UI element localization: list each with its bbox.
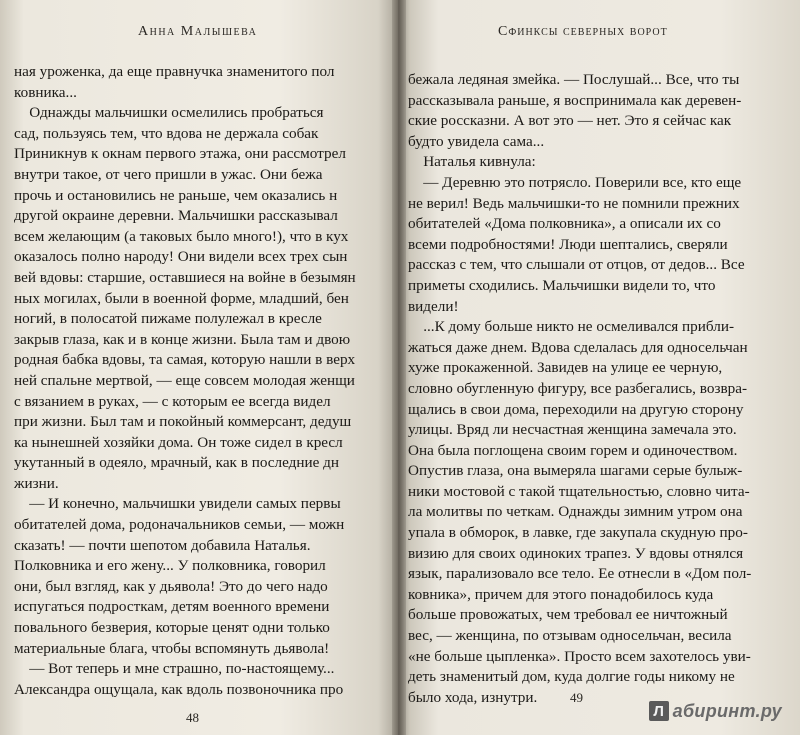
labirint-watermark bbox=[649, 699, 782, 723]
right-running-head: Сфинксы северных ворот bbox=[498, 24, 668, 39]
text-line: ники мостовой с такой тщательностью, словно чита- bbox=[408, 482, 750, 500]
text-line: с вязанием в руках, — с которым ее всегда видел bbox=[14, 392, 331, 410]
text-line: всеми подробностями! Люди шептались, сверяли bbox=[408, 235, 728, 253]
right-page bbox=[398, 0, 800, 735]
text-line: жаться даже днем. Вдова сделалась для односельчан bbox=[408, 338, 748, 356]
text-line: родная бабка вдовы, та самая, которую нашли в верх bbox=[14, 351, 356, 369]
text-line: повального безверия, которые ценят одни только bbox=[14, 619, 330, 637]
text-line: улицы. Вряд ли несчастная женщина замечала это. bbox=[408, 421, 737, 439]
text-line: Однажды мальчишки осмелились пробраться bbox=[14, 104, 324, 122]
text-line: вей вдовы: старшие, оставшиеся на войне в безымян bbox=[14, 268, 356, 286]
text-line: рассказ с тем, что слышали от отцов, от дедов... Все bbox=[408, 256, 745, 274]
right-page-number: 49 bbox=[570, 690, 583, 705]
text-line: деть знаменитый дом, куда долгие годы никому не bbox=[408, 668, 735, 686]
text-line: внутри такое, от чего пришли в ужас. Они бежа bbox=[14, 165, 323, 183]
text-line: Александра ощущала, как вдоль позвоночника про bbox=[14, 680, 344, 698]
text-line: язык, парализовало все тело. Ее отнесли в «Дом пол- bbox=[408, 565, 752, 583]
text-line: прочь и остановились не раньше, чем оказались н bbox=[14, 186, 338, 204]
text-line: ковника... bbox=[14, 83, 77, 101]
labirint-logo-icon: Л bbox=[649, 701, 669, 721]
left-page-text bbox=[14, 62, 398, 700]
left-page-number: 48 bbox=[186, 710, 199, 725]
text-line: словно обугленную фигуру, все разбегались, возвра- bbox=[408, 379, 748, 397]
labirint-watermark-text: абиринт.ру bbox=[672, 700, 782, 721]
text-line: обитателей дома, родоначальников семьи, — можн bbox=[14, 516, 345, 534]
text-line: Наталья кивнула: bbox=[408, 153, 536, 171]
right-page-text bbox=[408, 70, 774, 708]
text-line: было хода, изнутри. bbox=[408, 688, 538, 706]
text-line: больше провожатых, чем требовал ее ничтожный bbox=[408, 606, 728, 624]
text-line: материальные блага, чтобы вспомянуть дьявола! bbox=[14, 639, 330, 657]
text-line: всем желающим (а таковых было много!), что в кух bbox=[14, 227, 349, 245]
text-line: ...К дому больше никто не осмеливался прибли- bbox=[408, 318, 735, 336]
text-line: Она была поглощена своим горем и одиночеством. bbox=[408, 441, 738, 459]
text-line: ка нынешней хозяйки дома. Он тоже сидел в кресл bbox=[14, 433, 343, 451]
text-line: испугаться подросткам, детям военного времени bbox=[14, 598, 330, 616]
text-line: приметы сходились. Мальчишки видели то, что bbox=[408, 276, 716, 294]
text-line: закрыв глаза, как и в конце жизни. Была там и двою bbox=[14, 330, 351, 348]
text-line: будто увидела сама... bbox=[408, 132, 545, 150]
text-line: бежала ледяная змейка. — Послушай... Все, что ты bbox=[408, 71, 740, 88]
text-line: укутанный в одеяло, мрачный, как в последние дн bbox=[14, 454, 340, 472]
text-line: другой окраине деревни. Мальчишки рассказывал bbox=[14, 207, 338, 225]
text-line: ские россказни. А вот это — нет. Это я сейчас как bbox=[408, 112, 732, 130]
text-line: ных могилах, были в военной форме, младший, бен bbox=[14, 289, 349, 307]
text-line: Полковника и его жену... У полковника, говорил bbox=[14, 557, 326, 575]
text-line: ковника», причем для этого понадобилось куда bbox=[408, 585, 714, 603]
text-line: они, был взгляд, как у дьявола! Это до чего надо bbox=[14, 577, 328, 595]
text-line: жизни. bbox=[14, 474, 59, 492]
text-line: обитателей «Дома полковника», а описали их со bbox=[408, 215, 721, 233]
text-line: Приникнув к окнам первого этажа, они рассмотрел bbox=[14, 145, 346, 163]
text-line: сад, пользуясь тем, что вдова не держала собак bbox=[14, 124, 319, 142]
text-line: — Вот теперь и мне страшно, по-настоящему... bbox=[14, 660, 335, 678]
text-line: визию для своих одиноких трапез. У вдовы отнялся bbox=[408, 544, 744, 562]
text-line: Опустив глаза, она вымеряла шагами серые булыж- bbox=[408, 462, 743, 480]
left-running-head: Анна Малышева bbox=[138, 24, 258, 39]
text-line: оказалось полно народу! Они видели всех трех сын bbox=[14, 248, 348, 266]
text-line: не верил! Ведь мальчишки-то не помнили прежних bbox=[408, 194, 740, 212]
text-line: хуже прокаженной. Завидев на улице ее черную, bbox=[408, 359, 723, 377]
text-line: щались в свои дома, переходили на другую сторону bbox=[408, 400, 744, 418]
text-line: ней спальне мертвой, — еще совсем молодая женщи bbox=[14, 371, 355, 389]
left-page bbox=[0, 0, 398, 735]
text-line: вес, — женщина, по отзывам односельчан, весила bbox=[408, 627, 732, 645]
text-line: — Деревню это потрясло. Поверили все, кто еще bbox=[408, 173, 742, 191]
text-line: при жизни. Был там и покойный коммерсант, дедуш bbox=[14, 413, 352, 431]
book-gutter bbox=[392, 0, 406, 735]
text-line: сказать! — почти шепотом добавила Наталья. bbox=[14, 536, 311, 554]
text-line: ла молитвы по четкам. Однажды зимним утром она bbox=[408, 503, 743, 521]
text-line: — И конечно, мальчишки увидели самых первы bbox=[14, 495, 341, 513]
text-line: рассказывала раньше, я воспринимала как деревен- bbox=[408, 91, 742, 109]
text-line: ная уроженка, да еще правнучка знаменитого пол bbox=[14, 63, 335, 80]
text-line: упала в обморок, в лавке, где закупала скудную про- bbox=[408, 524, 748, 542]
text-line: «не больше цыпленка». Просто всем захотелось уви- bbox=[408, 647, 751, 665]
text-line: видели! bbox=[408, 297, 459, 315]
text-line: ногий, в полосатой пижаме полулежал в кресле bbox=[14, 310, 322, 328]
